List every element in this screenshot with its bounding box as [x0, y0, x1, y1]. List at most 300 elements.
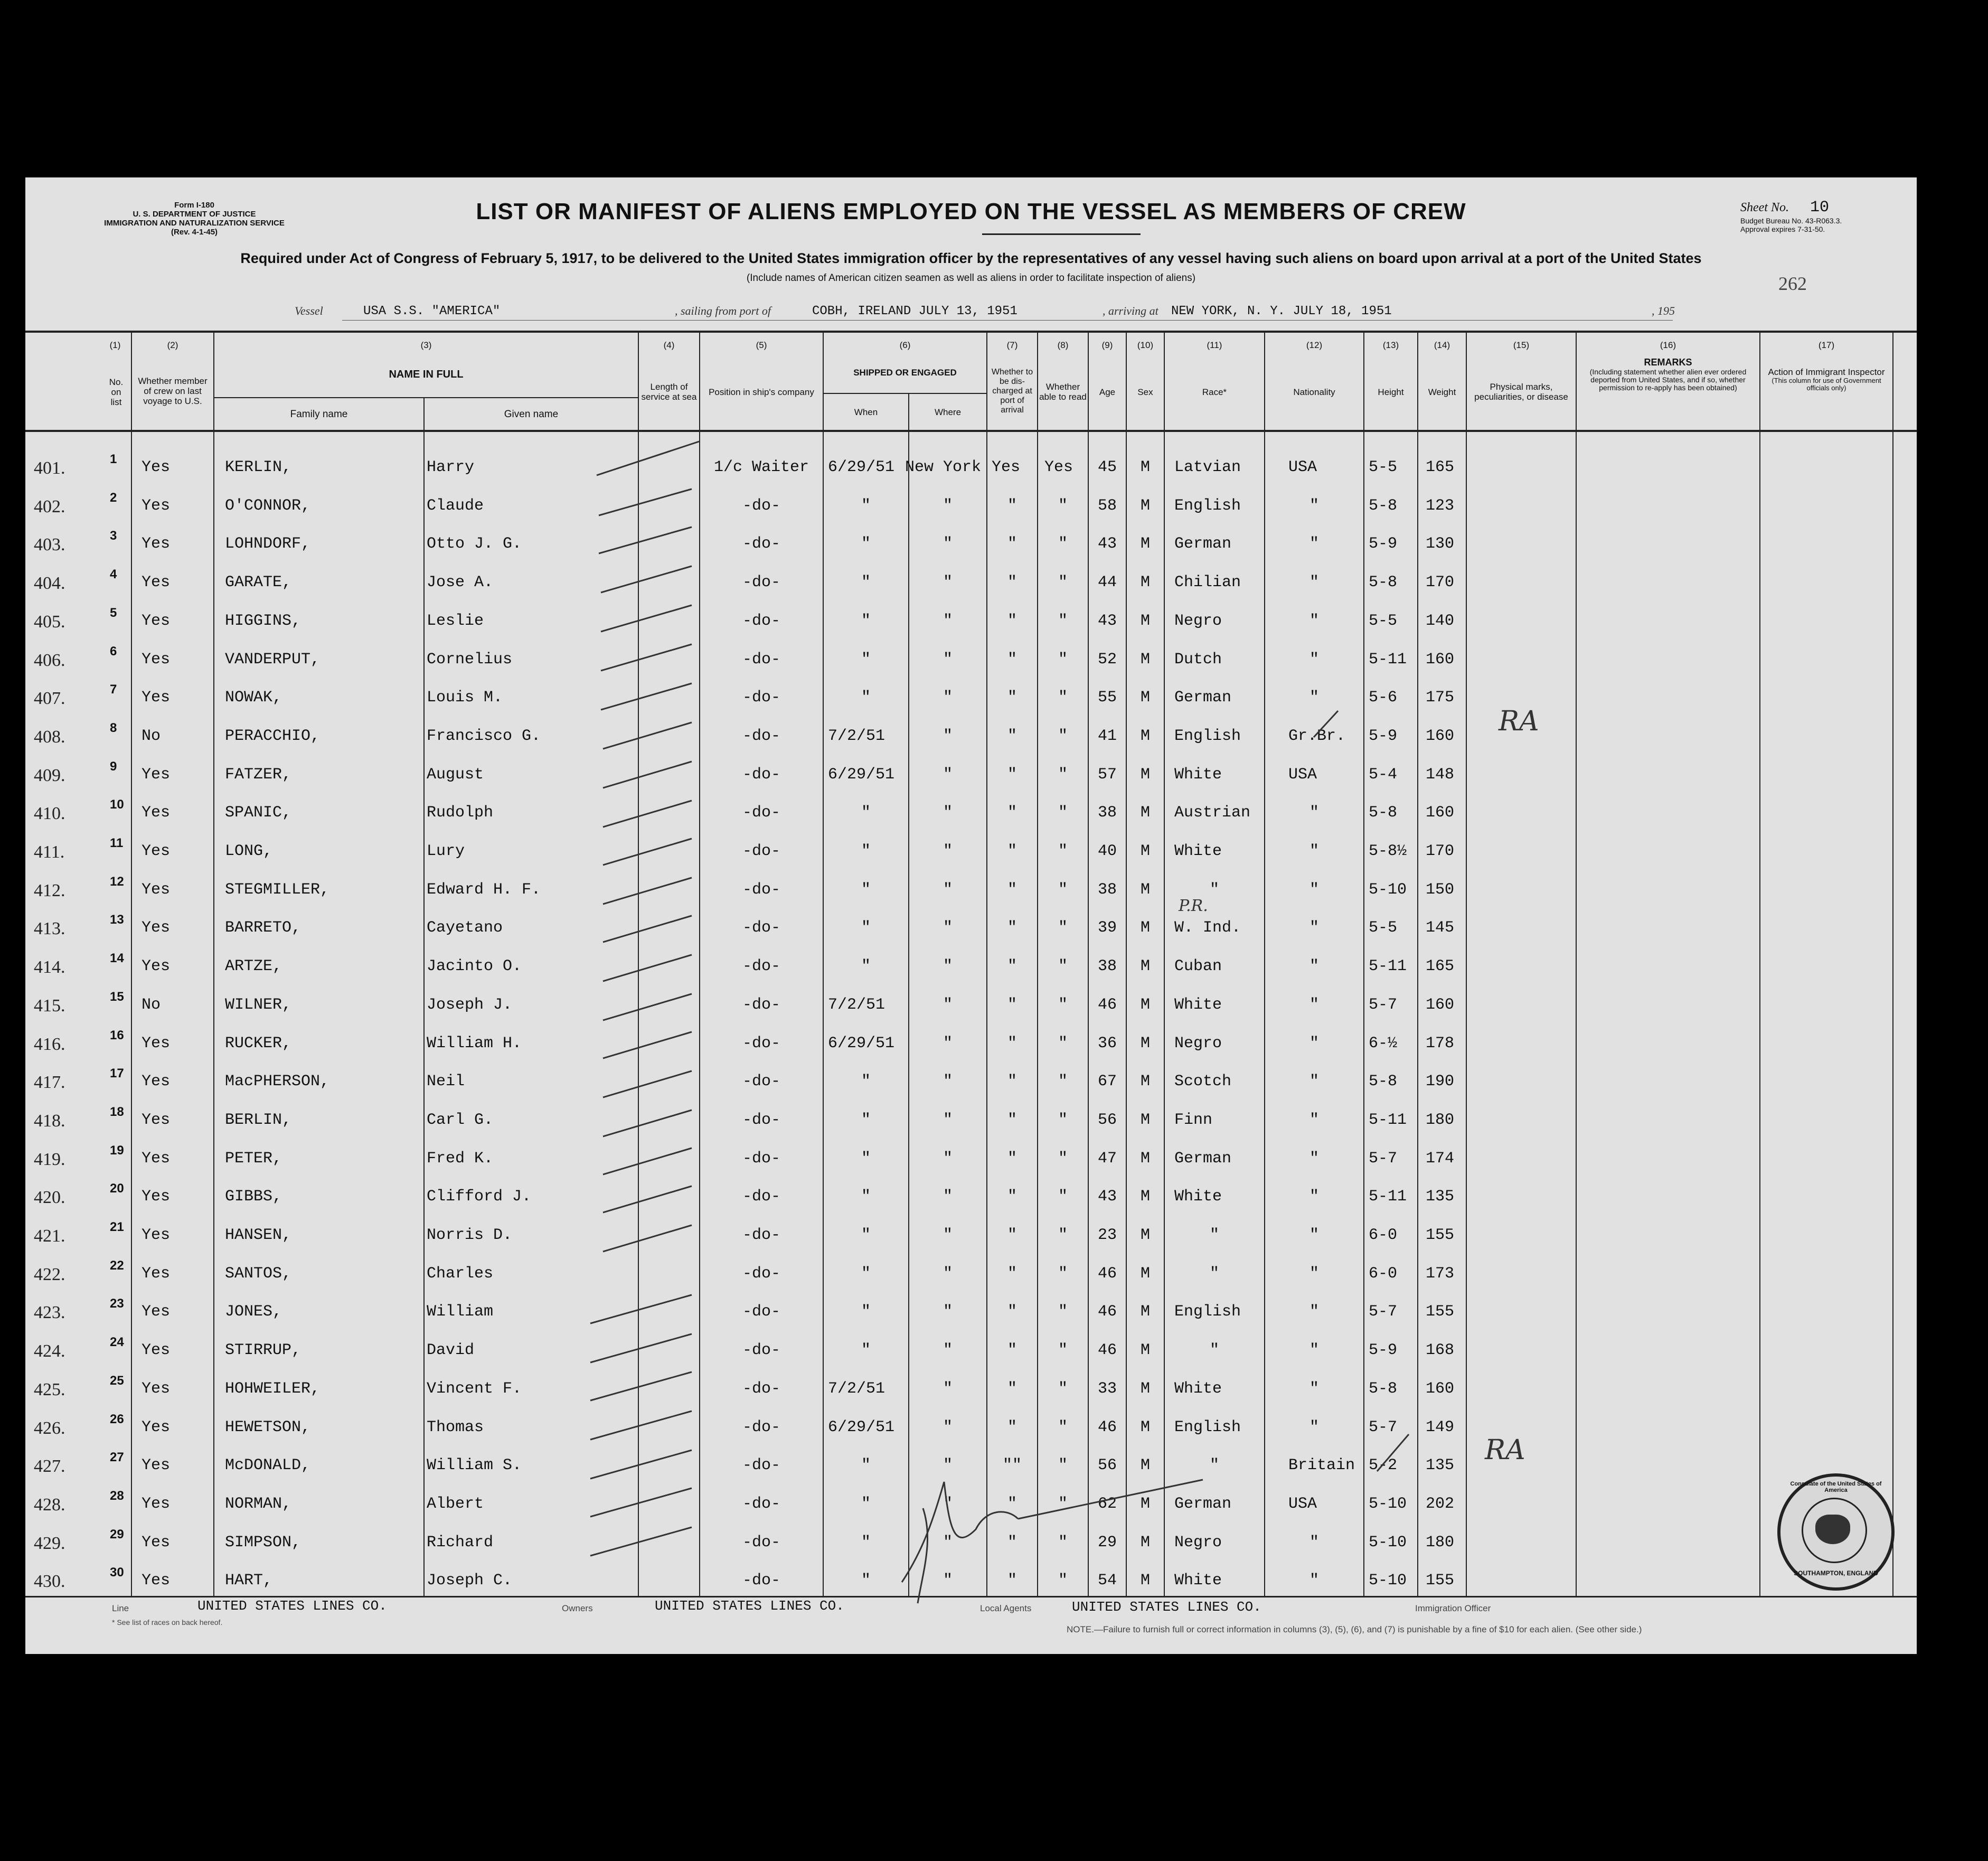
age: 33 [1097, 1379, 1117, 1398]
penalty-note: NOTE.—Failure to furnish full or correct information in columns (3), (5), (6), and (7) is punishable by a fine of $10 for each alien. (See other side.) [1067, 1624, 1642, 1634]
form-rev: (Rev. 4-1-45) [171, 228, 218, 237]
sex: M [1140, 458, 1150, 476]
age: 58 [1097, 496, 1117, 515]
discharged-status: " [1007, 535, 1017, 553]
able-to-read: " [1058, 1533, 1068, 1552]
weight: 123 [1426, 496, 1455, 515]
shipped-where: " [943, 765, 953, 784]
height: 5-10 [1369, 1533, 1407, 1552]
shipped-where: " [943, 650, 953, 669]
weight: 130 [1426, 535, 1455, 553]
given-name: Fred K. [427, 1149, 494, 1168]
able-to-read: " [1058, 1073, 1068, 1091]
position: -do- [742, 957, 780, 976]
able-to-read: " [1058, 995, 1068, 1014]
discharged-status: " [1007, 1188, 1017, 1206]
age: 40 [1097, 842, 1117, 860]
age: 46 [1097, 995, 1117, 1014]
seal-top-text: Consulate of the United States of America [1790, 1481, 1882, 1493]
shipped-when: " [861, 612, 871, 630]
discharged-status: " [1007, 1226, 1017, 1244]
shipped-when: " [861, 1456, 871, 1475]
nationality: " [1309, 804, 1319, 822]
col-number: (1) [109, 340, 121, 350]
nationality: " [1309, 1264, 1319, 1283]
family-name: HART, [225, 1572, 273, 1590]
discharged-status: " [1007, 842, 1017, 860]
manifest-line-number: 430. [34, 1572, 65, 1592]
shipped-where: " [943, 574, 953, 592]
crew-member-status: Yes [142, 1111, 171, 1129]
given-name: Carl G. [427, 1111, 494, 1129]
age: 52 [1097, 650, 1117, 669]
given-name: David [427, 1341, 475, 1360]
sex: M [1140, 650, 1150, 669]
family-name: VANDERPUT, [225, 650, 321, 669]
list-number: 23 [110, 1296, 124, 1311]
manifest-line-number: 404. [34, 574, 65, 594]
weight: 160 [1426, 727, 1455, 745]
nationality: " [1309, 1188, 1319, 1206]
list-number: 24 [110, 1335, 124, 1350]
agents-value: UNITED STATES LINES CO. [1072, 1599, 1261, 1615]
position: -do- [742, 880, 780, 899]
sex: M [1140, 1149, 1150, 1168]
manifest-line-number: 418. [34, 1111, 65, 1131]
able-to-read: " [1058, 1418, 1068, 1436]
race: " [1209, 1226, 1219, 1244]
race: English [1174, 1303, 1241, 1321]
weight: 180 [1426, 1111, 1455, 1129]
position: -do- [742, 574, 780, 592]
race: Negro [1174, 1034, 1222, 1052]
age: 38 [1097, 880, 1117, 899]
race: English [1174, 727, 1241, 745]
race: German [1174, 689, 1232, 707]
sex: M [1140, 727, 1150, 745]
family-name: SIMPSON, [225, 1533, 302, 1552]
sex: M [1140, 880, 1150, 899]
crew-member-status: Yes [142, 689, 171, 707]
shipped-when: " [861, 1188, 871, 1206]
crew-member-status: Yes [142, 1264, 171, 1283]
family-name: GIBBS, [225, 1188, 282, 1206]
family-name: SANTOS, [225, 1264, 292, 1283]
position: -do- [742, 1418, 780, 1436]
year-label: , 195 [1652, 304, 1675, 317]
weight: 135 [1426, 1456, 1455, 1475]
given-name: Otto J. G. [427, 535, 522, 553]
discharged-status: " [1007, 1111, 1017, 1129]
position: -do- [742, 1341, 780, 1360]
col-header-position: Position in ship's company [709, 387, 814, 397]
seal-bottom-text: SOUTHAMPTON, ENGLAND [1794, 1569, 1878, 1577]
crew-member-status: Yes [142, 1303, 171, 1321]
family-name: RUCKER, [225, 1034, 292, 1052]
sex: M [1140, 804, 1150, 822]
remark-annotation: RA [1499, 706, 1539, 737]
col-number: (2) [167, 340, 178, 350]
race: White [1174, 765, 1222, 784]
able-to-read: " [1058, 1341, 1068, 1360]
shipped-when: 7/2/51 [828, 995, 885, 1014]
shipped-where: " [943, 1495, 953, 1513]
manifest-sheet [25, 177, 1917, 1654]
list-number: 3 [110, 529, 117, 543]
shipped-when: " [861, 957, 871, 976]
manifest-line-number: 408. [34, 727, 65, 747]
shipped-where: " [943, 1533, 953, 1552]
sex: M [1140, 574, 1150, 592]
family-name: ARTZE, [225, 957, 282, 976]
family-name: HOHWEILER, [225, 1379, 321, 1398]
owners-value: UNITED STATES LINES CO. [655, 1598, 844, 1614]
crew-member-status: Yes [142, 919, 171, 937]
able-to-read: " [1058, 1111, 1068, 1129]
sheet-label: Sheet No. [1740, 201, 1789, 214]
height: 5-2 [1369, 1456, 1398, 1475]
col-number: (17) [1818, 340, 1835, 350]
family-name: JONES, [225, 1303, 282, 1321]
col-header-given: Given name [504, 408, 559, 420]
shipped-when: " [861, 919, 871, 937]
sex: M [1140, 1533, 1150, 1552]
shipped-where: " [943, 1226, 953, 1244]
nationality: " [1309, 496, 1319, 515]
list-number: 1 [110, 452, 117, 466]
nationality: " [1309, 1418, 1319, 1436]
race: English [1174, 496, 1241, 515]
weight: 202 [1426, 1495, 1455, 1513]
manifest-line-number: 414. [34, 957, 65, 978]
discharged-status: " [1007, 1149, 1017, 1168]
shipped-when: " [861, 650, 871, 669]
family-name: KERLIN, [225, 458, 292, 476]
shipped-when: " [861, 880, 871, 899]
crew-member-status: Yes [142, 765, 171, 784]
col-number: (7) [1006, 340, 1018, 350]
sex: M [1140, 496, 1150, 515]
sex: M [1140, 995, 1150, 1014]
col-number: (13) [1382, 340, 1399, 350]
given-name: William H. [427, 1034, 522, 1052]
crew-member-status: Yes [142, 1572, 171, 1590]
sex: M [1140, 1188, 1150, 1206]
col-header-discharged: Whether to be dis-charged at port of arrival [991, 368, 1033, 415]
col-header-nationality: Nationality [1293, 387, 1335, 397]
race: " [1209, 1456, 1219, 1475]
sex: M [1140, 765, 1150, 784]
sex: M [1140, 842, 1150, 860]
page-stamp: 262 [1778, 273, 1807, 294]
nationality: " [1309, 535, 1319, 553]
col-header-race: Race* [1202, 387, 1227, 397]
family-name: FATZER, [225, 765, 292, 784]
nationality: " [1309, 1533, 1319, 1552]
able-to-read: " [1058, 1303, 1068, 1321]
age: 38 [1097, 957, 1117, 976]
crew-member-status: Yes [142, 1418, 171, 1436]
manifest-line-number: 412. [34, 880, 65, 900]
discharged-status: " [1007, 804, 1017, 822]
height: 5-8 [1369, 1379, 1398, 1398]
given-name: Harry [427, 458, 475, 476]
discharged-status: " [1007, 1572, 1017, 1590]
shipped-where: " [943, 727, 953, 745]
height: 5-7 [1369, 1418, 1398, 1436]
height: 5-5 [1369, 612, 1398, 630]
able-to-read: " [1058, 842, 1068, 860]
nationality: " [1309, 689, 1319, 707]
col-header-height: Height [1378, 387, 1404, 397]
given-name: Claude [427, 496, 484, 515]
col-number: (9) [1101, 340, 1113, 350]
discharged-status: " [1007, 957, 1017, 976]
shipped-where: " [943, 1149, 953, 1168]
manifest-line-number: 409. [34, 765, 65, 785]
list-number: 14 [110, 951, 124, 966]
position: -do- [742, 1149, 780, 1168]
shipped-when: " [861, 1149, 871, 1168]
crew-member-status: Yes [142, 1073, 171, 1091]
age: 46 [1097, 1264, 1117, 1283]
nationality: " [1309, 1034, 1319, 1052]
given-name: Louis M. [427, 689, 503, 707]
list-number: 29 [110, 1527, 124, 1542]
height: 5-8 [1369, 574, 1398, 592]
nationality: " [1309, 574, 1319, 592]
height: 5-9 [1369, 1341, 1398, 1360]
crew-member-status: Yes [142, 458, 171, 476]
col-header-family: Family name [290, 408, 348, 420]
remark-annotation: RA [1485, 1434, 1525, 1466]
height: 5-11 [1369, 650, 1407, 669]
crew-member-status: Yes [142, 1379, 171, 1398]
sex: M [1140, 689, 1150, 707]
position: -do- [742, 535, 780, 553]
family-name: PETER, [225, 1149, 282, 1168]
able-to-read: " [1058, 1495, 1068, 1513]
shipped-when: " [861, 1264, 871, 1283]
nationality: " [1309, 1303, 1319, 1321]
list-number: 25 [110, 1373, 124, 1388]
manifest-line-number: 426. [34, 1418, 65, 1438]
list-number: 2 [110, 490, 117, 505]
family-name: GARATE, [225, 574, 292, 592]
list-number: 6 [110, 644, 117, 659]
shipped-where: " [943, 842, 953, 860]
able-to-read: " [1058, 957, 1068, 976]
shipped-when: 6/29/51 [828, 1034, 895, 1052]
sex: M [1140, 1303, 1150, 1321]
shipped-when: 7/2/51 [828, 1379, 885, 1398]
height: 5-7 [1369, 1303, 1398, 1321]
height: 6-0 [1369, 1226, 1398, 1244]
weight: 173 [1426, 1264, 1455, 1283]
col-number: (6) [899, 340, 911, 350]
races-note: * See list of races on back hereof. [112, 1618, 223, 1627]
col-header-remarks: REMARKS [1644, 357, 1692, 368]
nationality: " [1309, 919, 1319, 937]
shipped-where: " [943, 1073, 953, 1091]
able-to-read: " [1058, 689, 1068, 707]
race: German [1174, 1149, 1232, 1168]
manifest-line-number: 407. [34, 689, 65, 709]
crew-member-status: Yes [142, 1341, 171, 1360]
weight: 170 [1426, 574, 1455, 592]
weight: 175 [1426, 689, 1455, 707]
age: 56 [1097, 1456, 1117, 1475]
shipped-where: " [943, 612, 953, 630]
weight: 165 [1426, 957, 1455, 976]
race: Negro [1174, 1533, 1222, 1552]
weight: 155 [1426, 1226, 1455, 1244]
race: White [1174, 1188, 1222, 1206]
family-name: NORMAN, [225, 1495, 292, 1513]
discharged-status: Yes [992, 458, 1021, 476]
crew-member-status: Yes [142, 1456, 171, 1475]
discharged-status: " [1007, 1495, 1017, 1513]
col-header-remarks-note: (Including statement whether alien ever ordered deported from United States, and if so, whether permission to re-apply has been obtained) [1589, 368, 1747, 392]
crew-member-status: Yes [142, 1495, 171, 1513]
col-number: (14) [1434, 340, 1450, 350]
shipped-where: " [943, 1188, 953, 1206]
shipped-where: " [943, 1034, 953, 1052]
height: 5-10 [1369, 1495, 1407, 1513]
discharged-status: " [1007, 919, 1017, 937]
family-name: O'CONNOR, [225, 496, 311, 515]
race: White [1174, 842, 1222, 860]
shipped-when: " [861, 496, 871, 515]
col-header-where: Where [934, 407, 962, 417]
discharged-status: " [1007, 689, 1017, 707]
discharged-status: " [1007, 650, 1017, 669]
family-name: NOWAK, [225, 689, 282, 707]
age: 46 [1097, 1341, 1117, 1360]
weight: 155 [1426, 1303, 1455, 1321]
height: 5-11 [1369, 957, 1407, 976]
race: Dutch [1174, 650, 1222, 669]
family-name: McDONALD, [225, 1456, 311, 1475]
discharged-status: " [1007, 1073, 1017, 1091]
budget-number: Budget Bureau No. 43-R063.3. [1740, 217, 1842, 225]
position: -do- [742, 842, 780, 860]
manifest-line-number: 410. [34, 804, 65, 824]
sex: M [1140, 1456, 1150, 1475]
able-to-read: " [1058, 765, 1068, 784]
weight: 170 [1426, 842, 1455, 860]
age: 67 [1097, 1073, 1117, 1091]
nationality: USA [1288, 1495, 1317, 1513]
agents-label: Local Agents [980, 1603, 1032, 1613]
weight: 135 [1426, 1188, 1455, 1206]
race: W. Ind. [1174, 919, 1241, 937]
height: 5-5 [1369, 458, 1398, 476]
form-dept: U. S. DEPARTMENT OF JUSTICE [133, 210, 256, 219]
list-number: 7 [110, 682, 117, 697]
height: 5-10 [1369, 1572, 1407, 1590]
family-name: WILNER, [225, 995, 292, 1014]
manifest-line-number: 411. [34, 842, 65, 862]
height: 5-6 [1369, 689, 1398, 707]
able-to-read: " [1058, 1456, 1068, 1475]
sex: M [1140, 1264, 1150, 1283]
nationality: " [1309, 1341, 1319, 1360]
position: -do- [742, 1379, 780, 1398]
shipped-when: 7/2/51 [828, 727, 885, 745]
discharged-status: " [1007, 995, 1017, 1014]
list-number: 20 [110, 1181, 124, 1196]
page-title: LIST OR MANIFEST OF ALIENS EMPLOYED ON THE VESSEL AS MEMBERS OF CREW [476, 199, 1466, 224]
manifest-line-number: 422. [34, 1264, 65, 1284]
position: 1/c Waiter [713, 458, 809, 476]
form-service: IMMIGRATION AND NATURALIZATION SERVICE [104, 219, 285, 228]
weight: 165 [1426, 458, 1455, 476]
race: Negro [1174, 612, 1222, 630]
age: 46 [1097, 1418, 1117, 1436]
height: 6-½ [1369, 1034, 1398, 1052]
position: -do- [742, 1226, 780, 1244]
race: Cuban [1174, 957, 1222, 976]
discharged-status: " [1007, 727, 1017, 745]
shipped-when: 6/29/51 [828, 765, 895, 784]
race: German [1174, 535, 1232, 553]
height: 5-8 [1369, 1073, 1398, 1091]
height: 5-5 [1369, 919, 1398, 937]
crew-member-status: Yes [142, 1034, 171, 1052]
height: 5-11 [1369, 1111, 1407, 1129]
age: 54 [1097, 1572, 1117, 1590]
shipped-when: " [861, 535, 871, 553]
manifest-line-number: 401. [34, 458, 65, 478]
shipped-where: " [943, 535, 953, 553]
crew-member-status: Yes [142, 804, 171, 822]
col-header-read: Whether able to read [1039, 382, 1087, 402]
age: 43 [1097, 1188, 1117, 1206]
given-name: Vincent F. [427, 1379, 522, 1398]
list-number: 27 [110, 1450, 124, 1465]
manifest-line-number: 402. [34, 496, 65, 516]
race: " [1209, 1341, 1219, 1360]
list-number: 26 [110, 1412, 124, 1426]
able-to-read: " [1058, 1264, 1068, 1283]
given-name: Clifford J. [427, 1188, 532, 1206]
discharged-status: " [1007, 765, 1017, 784]
given-name: Cayetano [427, 919, 503, 937]
col-number: (15) [1513, 340, 1530, 350]
shipped-where: " [943, 880, 953, 899]
shipped-where: " [943, 1456, 953, 1475]
nationality: " [1309, 1111, 1319, 1129]
position: -do- [742, 1188, 780, 1206]
nationality: USA [1288, 765, 1317, 784]
manifest-line-number: 415. [34, 995, 65, 1016]
shipped-when: " [861, 1572, 871, 1590]
crew-member-status: Yes [142, 1226, 171, 1244]
shipped-where: " [943, 1341, 953, 1360]
shipped-when: " [861, 574, 871, 592]
crew-member-status: Yes [142, 1149, 171, 1168]
shipped-where: " [943, 919, 953, 937]
position: -do- [742, 1456, 780, 1475]
nationality: " [1309, 842, 1319, 860]
discharged-status: " [1007, 1341, 1017, 1360]
sailing-label: , sailing from port of [675, 304, 771, 317]
crew-member-status: Yes [142, 650, 171, 669]
age: 43 [1097, 535, 1117, 553]
service-column-strokes [25, 177, 1917, 1654]
shipped-when: " [861, 689, 871, 707]
